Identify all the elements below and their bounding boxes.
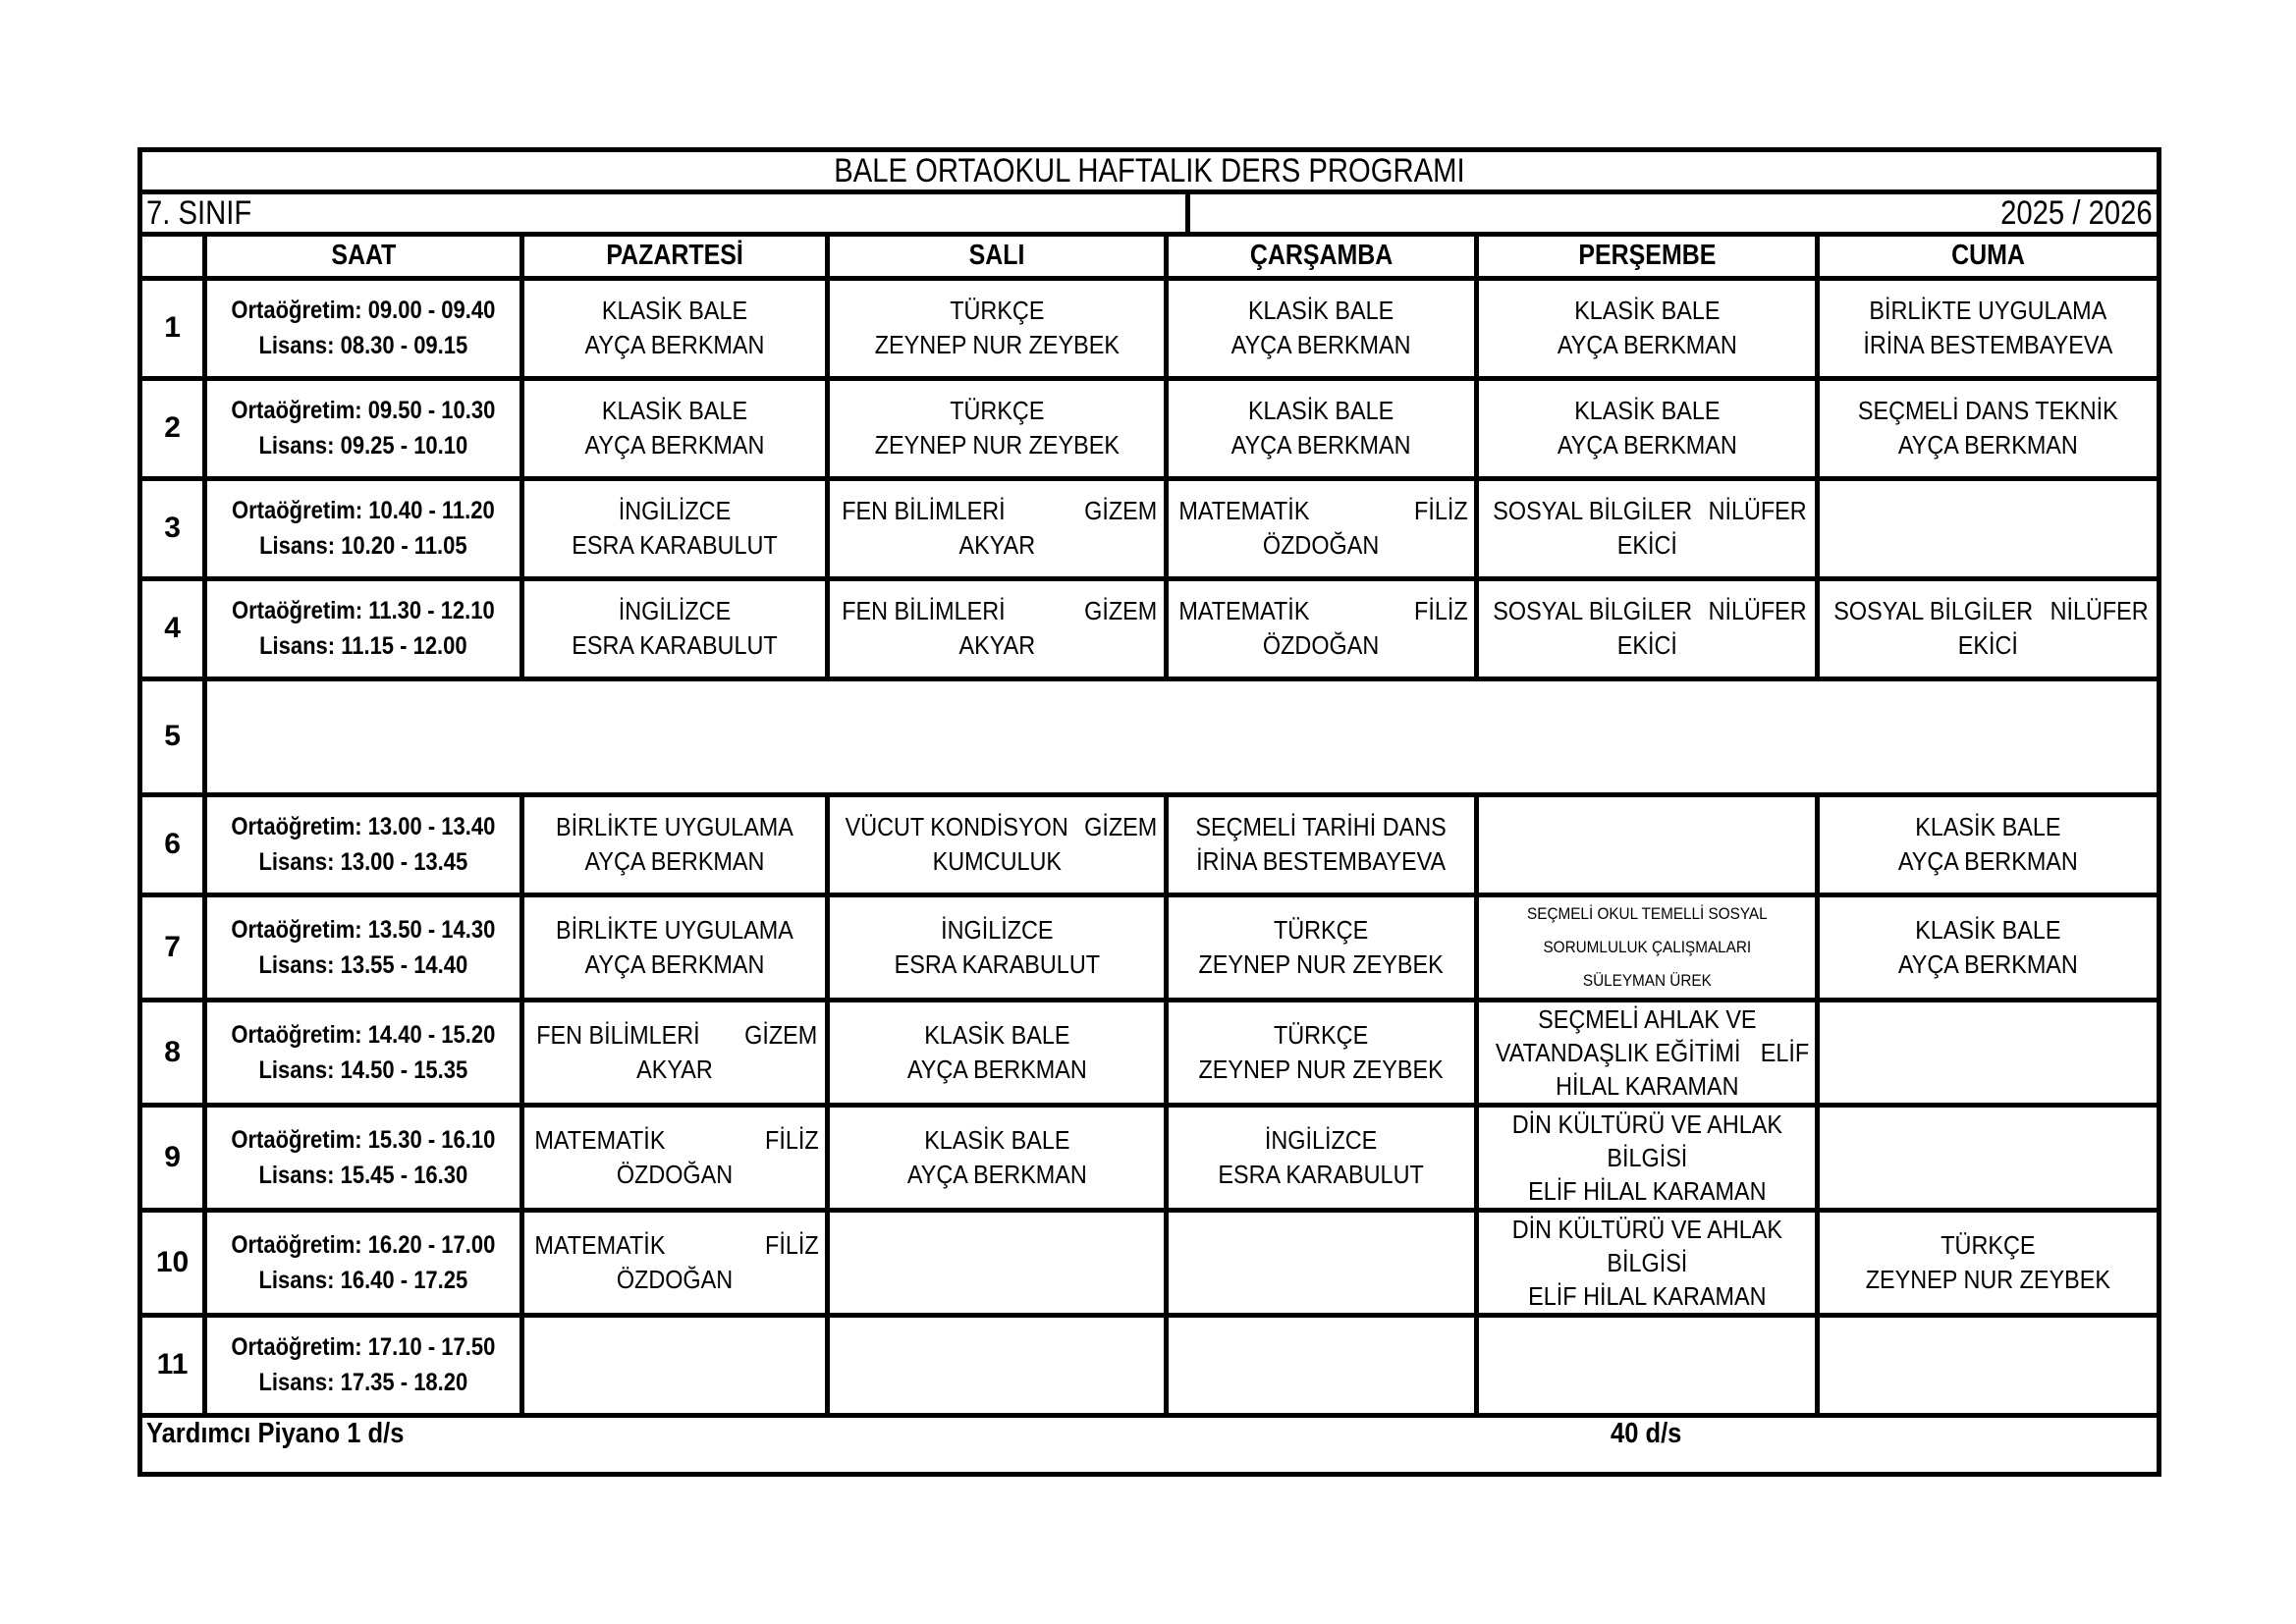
lesson-cell	[1818, 378, 2157, 478]
time-cell	[205, 378, 522, 478]
secondary-school-time: Ortaöğretim: 13.50 - 14.30	[231, 915, 496, 944]
lesson-name: MATEMATİK	[534, 1124, 666, 1155]
lesson-name: MATEMATİK	[1178, 596, 1310, 625]
lesson-cell	[1476, 478, 1818, 578]
header-pazartesi: PAZARTESİ	[521, 237, 827, 278]
teacher-name: NİLÜFER	[2050, 596, 2149, 625]
schedule-row	[142, 1210, 2157, 1315]
teacher-name: BİLGİSİ	[1606, 1247, 1687, 1277]
teacher-name: AYÇA BERKMAN	[584, 846, 765, 876]
teacher-name: FİLİZ	[1413, 596, 1468, 625]
secondary-school-time: Ortaöğretim: 11.30 - 12.10	[232, 597, 495, 624]
undergrad-time: Lisans: 09.25 - 10.10	[258, 432, 468, 460]
secondary-school-time: Ortaöğretim: 15.30 - 16.10	[231, 1125, 496, 1154]
lesson-cell	[1818, 1000, 2157, 1105]
break-cell	[205, 678, 2157, 794]
class-divider	[1185, 194, 1190, 232]
teacher-name: FİLİZ	[765, 1124, 819, 1155]
teacher-name: BİLGİSİ	[1606, 1142, 1687, 1172]
undergrad-time: Lisans: 13.00 - 13.45	[258, 848, 468, 876]
lesson-cell	[521, 478, 827, 578]
lesson-name: BİRLİKTE UYGULAMA	[555, 812, 793, 841]
header-saat: SAAT	[205, 237, 522, 278]
teacher-name: ZEYNEP NUR ZEYBEK	[874, 430, 1120, 460]
teacher-name: GİZEM	[1084, 596, 1158, 625]
lesson-cell	[1167, 894, 1476, 1000]
lesson-name: SEÇMELİ TARİHİ DANS	[1195, 812, 1448, 841]
lesson-name: KLASİK BALE	[1573, 296, 1721, 325]
teacher-name: SORUMLULUK ÇALIŞMALARI	[1543, 937, 1751, 956]
undergrad-time: Lisans: 10.20 - 11.05	[259, 532, 467, 560]
lesson-cell	[521, 1105, 827, 1210]
teacher-name: HİLAL KARAMAN	[1555, 1070, 1739, 1101]
lesson-cell	[1167, 1105, 1476, 1210]
lesson-name: DİN KÜLTÜRÜ VE AHLAK	[1511, 1109, 1782, 1139]
page-title: BALE ORTAOKUL HAFTALIK DERS PROGRAMI	[834, 151, 1465, 189]
teacher-name: AKYAR	[958, 630, 1035, 660]
undergrad-time: Lisans: 14.50 - 15.35	[258, 1056, 468, 1084]
teacher-name: NİLÜFER	[1708, 496, 1807, 525]
lesson-name: KLASİK BALE	[1915, 812, 2061, 841]
class-label: 7. SINIF	[146, 193, 252, 232]
lesson-cell	[1476, 794, 1818, 894]
period-number: 10	[142, 1210, 205, 1315]
class-row	[142, 194, 2157, 237]
teacher-name: AYÇA BERKMAN	[1898, 430, 2079, 460]
lesson-cell	[827, 478, 1167, 578]
lesson-cell	[521, 894, 827, 1000]
lesson-name: VATANDAŞLIK EĞİTİMİ	[1495, 1037, 1741, 1067]
teacher-name: ELİF HİLAL KARAMAN	[1527, 1175, 1767, 1206]
teacher-name: AYÇA BERKMAN	[1231, 430, 1411, 460]
lesson-cell	[1167, 794, 1476, 894]
teacher-name: AYÇA BERKMAN	[1557, 430, 1737, 460]
corner-cell	[142, 237, 205, 278]
schedule-row	[142, 1000, 2157, 1105]
secondary-school-time: Ortaöğretim: 17.10 - 17.50	[231, 1333, 496, 1361]
time-cell	[205, 478, 522, 578]
header-persembe: PERŞEMBE	[1476, 237, 1818, 278]
teacher-name: AYÇA BERKMAN	[1231, 330, 1411, 359]
undergrad-time: Lisans: 13.55 - 14.40	[258, 950, 468, 979]
lesson-name: FEN BİLİMLERİ	[841, 496, 1006, 525]
teacher-name: AYÇA BERKMAN	[906, 1054, 1087, 1084]
period-number: 3	[142, 478, 205, 578]
teacher-name: GİZEM	[1084, 812, 1158, 841]
schedule-row	[142, 578, 2157, 678]
teacher-name: AYÇA BERKMAN	[584, 430, 765, 460]
undergrad-time: Lisans: 11.15 - 12.00	[259, 632, 467, 660]
lesson-cell	[827, 794, 1167, 894]
schedule-row	[142, 278, 2157, 378]
time-cell	[205, 578, 522, 678]
undergrad-time: Lisans: 17.35 - 18.20	[258, 1369, 468, 1396]
teacher-name: EKİCİ	[1958, 630, 2019, 660]
lesson-cell	[827, 894, 1167, 1000]
footer-piano-note: Yardımcı Piyano 1 d/s	[146, 1417, 405, 1449]
header-sali: SALI	[827, 237, 1167, 278]
schedule-row	[142, 678, 2157, 794]
lesson-cell	[1476, 1210, 1818, 1315]
time-cell	[205, 894, 522, 1000]
lesson-cell	[1476, 278, 1818, 378]
schedule-row	[142, 478, 2157, 578]
lesson-name: BİRLİKTE UYGULAMA	[555, 914, 793, 945]
lesson-name: VÜCUT KONDİSYON	[845, 812, 1068, 841]
lesson-name: TÜRKÇE	[1941, 1229, 2036, 1260]
period-number: 8	[142, 1000, 205, 1105]
secondary-school-time: Ortaöğretim: 10.40 - 11.20	[232, 497, 495, 524]
teacher-name: EKİCİ	[1616, 630, 1677, 660]
time-cell	[205, 1000, 522, 1105]
lesson-cell	[1476, 378, 1818, 478]
lesson-cell	[1167, 278, 1476, 378]
teacher-name: İRİNA BESTEMBAYEVA	[1863, 330, 2113, 359]
period-number: 5	[142, 678, 205, 794]
lesson-name: KLASİK BALE	[923, 1124, 1070, 1155]
undergrad-time: Lisans: 15.45 - 16.30	[258, 1161, 468, 1189]
schedule-body	[142, 237, 2157, 1415]
teacher-name: EKİCİ	[1616, 530, 1677, 560]
undergrad-time: Lisans: 08.30 - 09.15	[258, 332, 468, 359]
lesson-name: KLASİK BALE	[1573, 396, 1721, 425]
teacher-name: ÖZDOĞAN	[616, 1159, 733, 1189]
header-cuma: CUMA	[1818, 237, 2157, 278]
teacher-name: AKYAR	[635, 1054, 713, 1084]
schedule-sheet	[137, 147, 2161, 1477]
time-cell	[205, 1210, 522, 1315]
period-number: 1	[142, 278, 205, 378]
lesson-name: İNGİLİZCE	[618, 596, 731, 625]
lesson-cell	[827, 1105, 1167, 1210]
lesson-cell	[521, 378, 827, 478]
teacher-name: FİLİZ	[1413, 496, 1468, 525]
lesson-cell	[1476, 894, 1818, 1000]
schedule-table	[142, 237, 2157, 1418]
header-row	[142, 237, 2157, 278]
academic-year: 2025 / 2026	[2000, 193, 2153, 232]
lesson-name: KLASİK BALE	[1248, 296, 1394, 325]
teacher-name: İRİNA BESTEMBAYEVA	[1196, 846, 1447, 876]
lesson-cell	[521, 578, 827, 678]
secondary-school-time: Ortaöğretim: 16.20 - 17.00	[231, 1230, 496, 1259]
period-number: 4	[142, 578, 205, 678]
lesson-cell	[1476, 578, 1818, 678]
teacher-name: GİZEM	[1084, 496, 1158, 525]
lesson-cell	[1818, 794, 2157, 894]
teacher-name: ZEYNEP NUR ZEYBEK	[1198, 948, 1445, 979]
lesson-cell	[1818, 278, 2157, 378]
lesson-name: SOSYAL BİLGİLER	[1833, 596, 2034, 625]
teacher-name: GİZEM	[744, 1019, 818, 1050]
period-number: 11	[142, 1315, 205, 1415]
title-row	[142, 152, 2157, 194]
lesson-name: SOSYAL BİLGİLER	[1492, 496, 1692, 525]
lesson-name: TÜRKÇE	[1274, 1019, 1369, 1050]
undergrad-time: Lisans: 16.40 - 17.25	[258, 1266, 468, 1294]
period-number: 9	[142, 1105, 205, 1210]
lesson-cell	[1167, 1000, 1476, 1105]
lesson-cell	[827, 1210, 1167, 1315]
lesson-name: FEN BİLİMLERİ	[536, 1019, 700, 1050]
teacher-name: NİLÜFER	[1708, 596, 1807, 625]
schedule-row	[142, 1105, 2157, 1210]
lesson-cell	[827, 278, 1167, 378]
lesson-cell	[1167, 378, 1476, 478]
teacher-name: ÖZDOĞAN	[1263, 630, 1380, 660]
secondary-school-time: Ortaöğretim: 09.50 - 10.30	[231, 397, 496, 424]
lesson-cell	[521, 1000, 827, 1105]
lesson-name: BİRLİKTE UYGULAMA	[1869, 296, 2107, 325]
lesson-name: SOSYAL BİLGİLER	[1492, 596, 1692, 625]
teacher-name: FİLİZ	[765, 1229, 819, 1260]
lesson-cell	[1476, 1000, 1818, 1105]
period-number: 2	[142, 378, 205, 478]
lesson-name: KLASİK BALE	[601, 396, 747, 425]
teacher-name: AYÇA BERKMAN	[1557, 330, 1737, 359]
lesson-cell	[827, 578, 1167, 678]
footer	[142, 1395, 2157, 1472]
lesson-cell	[1818, 478, 2157, 578]
time-cell	[205, 278, 522, 378]
lesson-name: İNGİLİZCE	[618, 496, 731, 525]
lesson-name: SEÇMELİ AHLAK VE	[1537, 1003, 1757, 1034]
lesson-cell	[1818, 578, 2157, 678]
lesson-name: SEÇMELİ DANS TEKNİK	[1858, 396, 2119, 425]
lesson-name: KLASİK BALE	[601, 296, 747, 325]
lesson-name: DİN KÜLTÜRÜ VE AHLAK	[1511, 1214, 1782, 1244]
lesson-name: TÜRKÇE	[1274, 914, 1369, 945]
lesson-cell	[1167, 578, 1476, 678]
teacher-name: AYÇA BERKMAN	[1898, 948, 2079, 979]
lesson-cell	[1167, 1210, 1476, 1315]
teacher-name: ESRA KARABULUT	[1218, 1159, 1425, 1189]
period-number: 6	[142, 794, 205, 894]
teacher-name: ELİF	[1761, 1037, 1810, 1067]
schedule-row	[142, 794, 2157, 894]
teacher-name: AYÇA BERKMAN	[906, 1159, 1087, 1189]
secondary-school-time: Ortaöğretim: 13.00 - 13.40	[231, 813, 496, 840]
lesson-name: MATEMATİK	[534, 1229, 666, 1260]
teacher-name: ESRA KARABULUT	[572, 630, 778, 660]
teacher-name: KUMCULUK	[932, 846, 1062, 876]
lesson-cell	[1818, 1105, 2157, 1210]
lesson-cell	[827, 378, 1167, 478]
lesson-cell	[521, 794, 827, 894]
footer-total-hours: 40 d/s	[1611, 1417, 1682, 1449]
teacher-name: AYÇA BERKMAN	[584, 330, 765, 359]
lesson-name: KLASİK BALE	[1248, 396, 1394, 425]
teacher-name: AYÇA BERKMAN	[1898, 846, 2079, 876]
lesson-cell	[521, 278, 827, 378]
teacher-name: ZEYNEP NUR ZEYBEK	[1198, 1054, 1445, 1084]
lesson-name: KLASİK BALE	[923, 1019, 1070, 1050]
lesson-name: FEN BİLİMLERİ	[841, 596, 1006, 625]
teacher-name: ÖZDOĞAN	[1263, 530, 1380, 560]
teacher-name: AYÇA BERKMAN	[584, 948, 765, 979]
header-carsamba: ÇARŞAMBA	[1167, 237, 1476, 278]
teacher-name: SÜLEYMAN ÜREK	[1582, 970, 1712, 990]
lesson-name: TÜRKÇE	[949, 396, 1045, 425]
lesson-cell	[1818, 1210, 2157, 1315]
lesson-cell	[1476, 1105, 1818, 1210]
time-cell	[205, 1105, 522, 1210]
schedule-row	[142, 378, 2157, 478]
lesson-name: İNGİLİZCE	[940, 914, 1054, 945]
lesson-name: İNGİLİZCE	[1265, 1124, 1378, 1155]
period-number: 7	[142, 894, 205, 1000]
teacher-name: AKYAR	[958, 530, 1035, 560]
lesson-name: SEÇMELİ OKUL TEMELLİ SOSYAL	[1526, 903, 1768, 923]
lesson-cell	[827, 1000, 1167, 1105]
schedule-row	[142, 894, 2157, 1000]
teacher-name: ESRA KARABULUT	[894, 948, 1100, 979]
secondary-school-time: Ortaöğretim: 09.00 - 09.40	[231, 297, 496, 324]
teacher-name: ZEYNEP NUR ZEYBEK	[1866, 1264, 2111, 1294]
lesson-cell	[521, 1210, 827, 1315]
lesson-cell	[1167, 478, 1476, 578]
teacher-name: ZEYNEP NUR ZEYBEK	[874, 330, 1120, 359]
teacher-name: ESRA KARABULUT	[572, 530, 778, 560]
teacher-name: ÖZDOĞAN	[616, 1264, 733, 1294]
lesson-cell	[1818, 894, 2157, 1000]
time-cell	[205, 794, 522, 894]
lesson-name: TÜRKÇE	[949, 296, 1045, 325]
secondary-school-time: Ortaöğretim: 14.40 - 15.20	[231, 1020, 496, 1049]
lesson-name: KLASİK BALE	[1915, 914, 2061, 945]
teacher-name: ELİF HİLAL KARAMAN	[1527, 1280, 1767, 1311]
lesson-name: MATEMATİK	[1178, 496, 1310, 525]
